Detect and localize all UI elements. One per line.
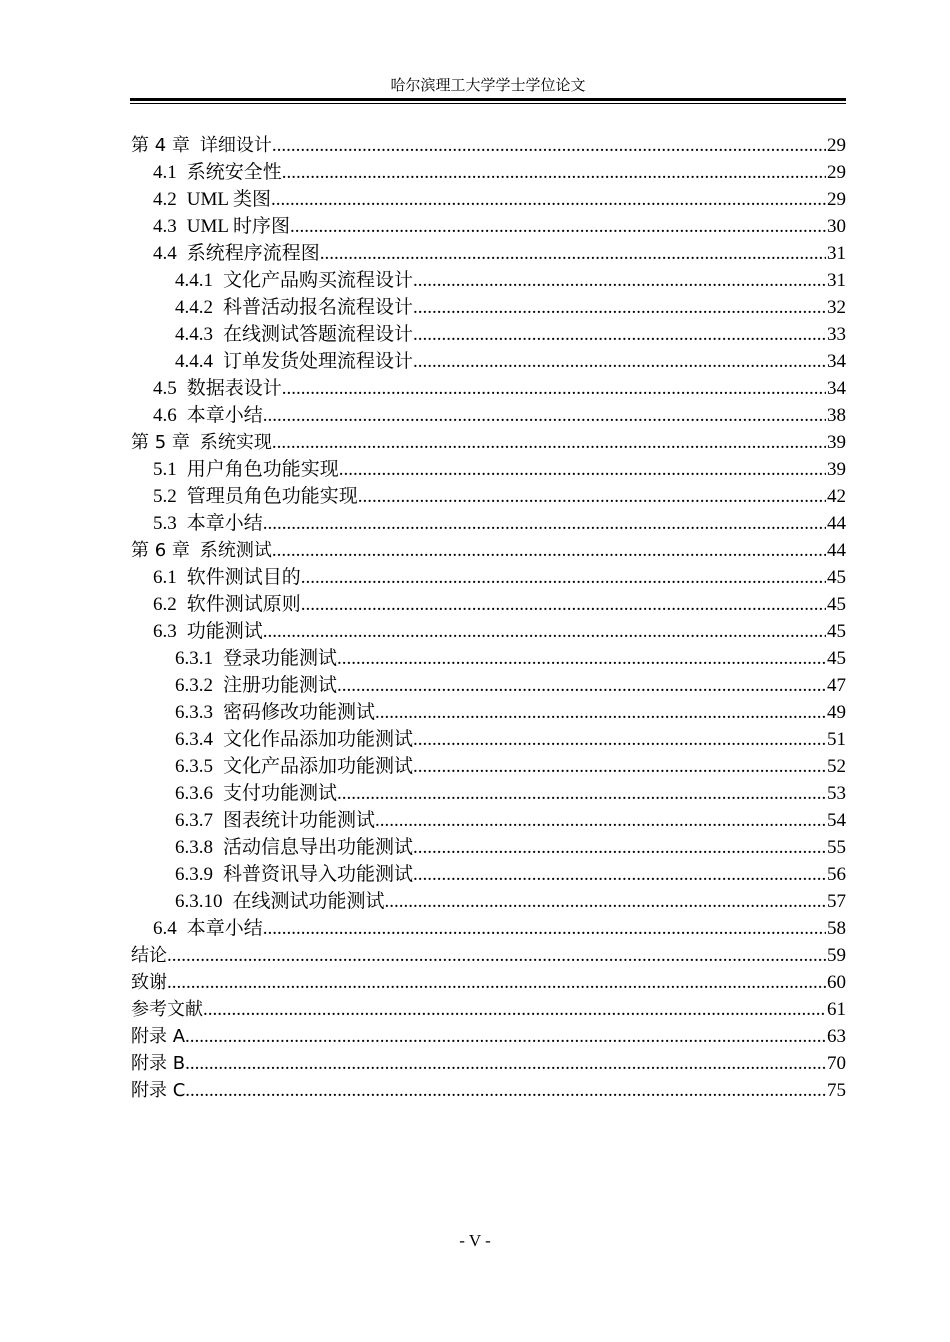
toc-entry-text <box>153 483 358 510</box>
toc-entry[interactable] <box>131 780 846 807</box>
toc-page-number: 52 <box>827 756 846 777</box>
toc-entry-text <box>131 1023 185 1050</box>
toc-entry-title: 软件测试原则 <box>186 594 301 615</box>
dot-leader <box>301 564 826 591</box>
toc-entry-title: 用户角色功能实现 <box>186 459 339 480</box>
toc-entry-title: 在线测试功能测试 <box>232 891 385 912</box>
toc-entry-text <box>175 780 337 807</box>
toc-entry-text <box>131 132 272 159</box>
toc-entry-number: 4.4.2 <box>175 297 213 318</box>
dot-leader <box>337 645 826 672</box>
toc-page-number: 31 <box>827 243 846 264</box>
toc-entry[interactable] <box>131 402 846 429</box>
toc-page-number: 42 <box>827 486 846 507</box>
toc-entry-title: 本章小结 <box>186 405 263 426</box>
toc-entry[interactable] <box>131 1023 846 1050</box>
toc-entry-number: 6.2 <box>153 594 177 615</box>
toc-entry-number: 6.1 <box>153 567 177 588</box>
toc-entry-number: 第 6 章 <box>131 540 190 561</box>
toc-entry-title: 密码修改功能测试 <box>223 702 376 723</box>
toc-entry-title: 软件测试目的 <box>186 567 301 588</box>
toc-entry[interactable] <box>131 996 846 1023</box>
toc-entry-title: 文化产品添加功能测试 <box>223 756 414 777</box>
toc-entry-number: 4.5 <box>153 378 177 399</box>
page-number: - V - <box>459 1231 491 1250</box>
dot-leader <box>272 537 826 564</box>
toc-entry[interactable] <box>131 456 846 483</box>
toc-page-number: 45 <box>827 594 846 615</box>
toc-page-number: 70 <box>827 1053 846 1074</box>
dot-leader <box>263 510 826 537</box>
toc-entry-number: 6.3.3 <box>175 702 213 723</box>
toc-page-number: 51 <box>827 729 846 750</box>
toc-entry[interactable] <box>131 564 846 591</box>
toc-entry-title: 数据表设计 <box>186 378 282 399</box>
toc-entry-title: 订单发货处理流程设计 <box>223 351 414 372</box>
toc-page-number: 29 <box>827 135 846 156</box>
toc-entry-text <box>175 645 337 672</box>
toc-entry-title: 参考文献 <box>131 999 203 1020</box>
toc-entry-number: 第 5 章 <box>131 432 190 453</box>
toc-entry-text <box>131 996 203 1023</box>
toc-entry-title: 系统程序流程图 <box>186 243 320 264</box>
toc-entry-title: 科普活动报名流程设计 <box>223 297 414 318</box>
dot-leader <box>385 888 826 915</box>
toc-entry-number: 6.4 <box>153 918 177 939</box>
toc-entry-title: 支付功能测试 <box>223 783 338 804</box>
toc-entry-text <box>153 402 263 429</box>
toc-entry-text <box>175 267 413 294</box>
toc-page-number: 29 <box>827 162 846 183</box>
toc-page-number: 44 <box>827 540 846 561</box>
toc-entry-title: 本章小结 <box>186 918 263 939</box>
toc-entry-text <box>175 888 385 915</box>
toc-page-number: 32 <box>827 297 846 318</box>
toc-entry-text <box>175 834 413 861</box>
toc-entry-number: 4.4.4 <box>175 351 213 372</box>
toc-entry-number: 4.4 <box>153 243 177 264</box>
dot-leader <box>263 618 826 645</box>
toc-entry-number: 6.3.2 <box>175 675 213 696</box>
toc-entry[interactable] <box>131 348 846 375</box>
toc-entry-title: UML 类图 <box>186 189 272 210</box>
toc-entry[interactable] <box>131 1050 846 1077</box>
toc-entry[interactable] <box>131 915 846 942</box>
toc-entry-number: 6.3.8 <box>175 837 213 858</box>
dot-leader <box>282 375 826 402</box>
toc-page-number: 61 <box>827 999 846 1020</box>
toc-entry-number: 4.4.1 <box>175 270 213 291</box>
header-rule-thin <box>130 103 846 104</box>
toc-page-number: 57 <box>827 891 846 912</box>
toc-entry-number: 4.1 <box>153 162 177 183</box>
toc-entry-title: 登录功能测试 <box>223 648 338 669</box>
toc-entry-text <box>153 915 263 942</box>
toc-entry-title: 在线测试答题流程设计 <box>223 324 414 345</box>
dot-leader <box>301 591 826 618</box>
toc-entry-text <box>131 1077 185 1104</box>
toc-entry[interactable] <box>131 591 846 618</box>
dot-leader <box>290 213 826 240</box>
toc-entry-text <box>175 321 413 348</box>
toc-entry-text <box>131 429 272 456</box>
toc-entry-text <box>175 753 413 780</box>
toc-entry-number: 5.2 <box>153 486 177 507</box>
toc-entry-title: 致谢 <box>131 972 167 993</box>
table-of-contents <box>131 132 846 1104</box>
toc-entry-number: 6.3.9 <box>175 864 213 885</box>
toc-page-number: 49 <box>827 702 846 723</box>
toc-entry-title: 系统测试 <box>199 540 272 561</box>
toc-entry-number: 4.2 <box>153 189 177 210</box>
toc-entry[interactable] <box>131 321 846 348</box>
toc-entry-text <box>153 159 282 186</box>
toc-entry-number: 4.6 <box>153 405 177 426</box>
toc-entry-text <box>153 456 339 483</box>
toc-page-number: 63 <box>827 1026 846 1047</box>
dot-leader <box>413 861 826 888</box>
toc-entry[interactable] <box>131 213 846 240</box>
toc-entry-text <box>175 699 375 726</box>
toc-entry-title: 结论 <box>131 945 167 966</box>
toc-entry[interactable] <box>131 618 846 645</box>
toc-entry[interactable] <box>131 240 846 267</box>
toc-entry-title: 附录 A <box>131 1026 186 1047</box>
toc-entry-title: 系统安全性 <box>186 162 282 183</box>
toc-entry[interactable] <box>131 753 846 780</box>
toc-page-number: 45 <box>827 648 846 669</box>
dot-leader <box>263 915 826 942</box>
toc-entry-title: 系统实现 <box>199 432 272 453</box>
dot-leader <box>375 807 826 834</box>
toc-entry-text <box>153 240 320 267</box>
dot-leader <box>167 942 826 969</box>
toc-page-number: 31 <box>827 270 846 291</box>
dot-leader <box>337 672 826 699</box>
toc-entry-number: 5.1 <box>153 459 177 480</box>
toc-page-number: 38 <box>827 405 846 426</box>
toc-entry-title: 附录 C <box>131 1080 186 1101</box>
toc-entry-title: 图表统计功能测试 <box>223 810 376 831</box>
toc-entry[interactable] <box>131 483 846 510</box>
toc-page-number: 56 <box>827 864 846 885</box>
toc-page-number: 33 <box>827 324 846 345</box>
dot-leader <box>358 483 826 510</box>
toc-entry-text <box>175 672 337 699</box>
toc-entry-text <box>153 591 301 618</box>
toc-entry[interactable] <box>131 294 846 321</box>
toc-entry-title: 文化作品添加功能测试 <box>223 729 414 750</box>
toc-entry-number: 4.4.3 <box>175 324 213 345</box>
toc-entry-title: 科普资讯导入功能测试 <box>223 864 414 885</box>
toc-page-number: 45 <box>827 621 846 642</box>
toc-page-number: 34 <box>827 378 846 399</box>
toc-entry-title: 注册功能测试 <box>223 675 338 696</box>
toc-entry-title: UML 时序图 <box>186 216 291 237</box>
dot-leader <box>185 1023 826 1050</box>
dot-leader <box>263 402 826 429</box>
dot-leader <box>320 240 826 267</box>
toc-page-number: 55 <box>827 837 846 858</box>
toc-page-number: 39 <box>827 432 846 453</box>
dot-leader <box>185 1050 826 1077</box>
toc-page-number: 53 <box>827 783 846 804</box>
toc-entry-title: 本章小结 <box>186 513 263 534</box>
toc-page-number: 59 <box>827 945 846 966</box>
running-header: 哈尔滨理工大学学士学位论文 <box>390 78 586 94</box>
toc-entry-text <box>153 375 282 402</box>
toc-page-number: 30 <box>827 216 846 237</box>
toc-entry-number: 6.3.5 <box>175 756 213 777</box>
toc-entry[interactable] <box>131 672 846 699</box>
toc-entry[interactable] <box>131 132 846 159</box>
toc-entry[interactable] <box>131 969 846 996</box>
toc-page-number: 34 <box>827 351 846 372</box>
dot-leader <box>339 456 826 483</box>
toc-entry-text <box>131 942 167 969</box>
toc-entry[interactable] <box>131 186 846 213</box>
dot-leader <box>413 348 826 375</box>
toc-entry[interactable] <box>131 375 846 402</box>
toc-entry[interactable] <box>131 807 846 834</box>
toc-page-number: 47 <box>827 675 846 696</box>
toc-page-number: 58 <box>827 918 846 939</box>
dot-leader <box>272 429 826 456</box>
dot-leader <box>272 132 826 159</box>
toc-entry[interactable] <box>131 537 846 564</box>
toc-entry-title: 管理员角色功能实现 <box>186 486 358 507</box>
toc-entry[interactable] <box>131 699 846 726</box>
toc-page-number: 60 <box>827 972 846 993</box>
toc-entry-title: 详细设计 <box>199 135 272 156</box>
toc-entry[interactable] <box>131 942 846 969</box>
dot-leader <box>203 996 826 1023</box>
toc-entry[interactable] <box>131 888 846 915</box>
toc-entry-number: 5.3 <box>153 513 177 534</box>
toc-entry-text <box>131 537 272 564</box>
dot-leader <box>167 969 826 996</box>
toc-entry-title: 活动信息导出功能测试 <box>223 837 414 858</box>
toc-entry-number: 4.3 <box>153 216 177 237</box>
toc-entry-text <box>175 861 413 888</box>
toc-entry[interactable] <box>131 834 846 861</box>
toc-entry-number: 6.3 <box>153 621 177 642</box>
dot-leader <box>282 159 826 186</box>
dot-leader <box>413 321 826 348</box>
toc-page-number: 75 <box>827 1080 846 1101</box>
dot-leader <box>413 753 826 780</box>
toc-entry-number: 6.3.6 <box>175 783 213 804</box>
toc-entry-number: 第 4 章 <box>131 135 190 156</box>
toc-entry-text <box>153 186 271 213</box>
toc-entry-title: 文化产品购买流程设计 <box>223 270 414 291</box>
toc-entry[interactable] <box>131 159 846 186</box>
toc-entry-text <box>153 213 290 240</box>
toc-entry[interactable] <box>131 726 846 753</box>
toc-entry-text <box>131 1050 185 1077</box>
toc-entry-text <box>153 510 263 537</box>
toc-page-number: 54 <box>827 810 846 831</box>
toc-entry[interactable] <box>131 267 846 294</box>
dot-leader <box>185 1077 826 1104</box>
toc-entry[interactable] <box>131 861 846 888</box>
toc-entry-text <box>175 294 413 321</box>
toc-page-number: 45 <box>827 567 846 588</box>
toc-entry-text <box>175 726 413 753</box>
dot-leader <box>413 294 826 321</box>
dot-leader <box>375 699 826 726</box>
toc-page-number: 29 <box>827 189 846 210</box>
toc-entry-text <box>131 969 167 996</box>
toc-entry-number: 6.3.1 <box>175 648 213 669</box>
dot-leader <box>271 186 826 213</box>
dot-leader <box>413 834 826 861</box>
toc-entry-text <box>175 348 413 375</box>
toc-entry-title: 附录 B <box>131 1053 186 1074</box>
toc-entry[interactable] <box>131 1077 846 1104</box>
toc-page-number: 39 <box>827 459 846 480</box>
toc-entry-text <box>153 618 263 645</box>
toc-entry-number: 6.3.4 <box>175 729 213 750</box>
toc-entry-text <box>153 564 301 591</box>
toc-entry-text <box>175 807 375 834</box>
toc-entry-number: 6.3.7 <box>175 810 213 831</box>
toc-entry-title: 功能测试 <box>186 621 263 642</box>
toc-entry[interactable] <box>131 645 846 672</box>
dot-leader <box>337 780 826 807</box>
header-rule-thick <box>130 98 846 101</box>
toc-page-number: 44 <box>827 513 846 534</box>
toc-entry-number: 6.3.10 <box>175 891 223 912</box>
dot-leader <box>413 267 826 294</box>
toc-entry[interactable] <box>131 429 846 456</box>
toc-entry[interactable] <box>131 510 846 537</box>
dot-leader <box>413 726 826 753</box>
